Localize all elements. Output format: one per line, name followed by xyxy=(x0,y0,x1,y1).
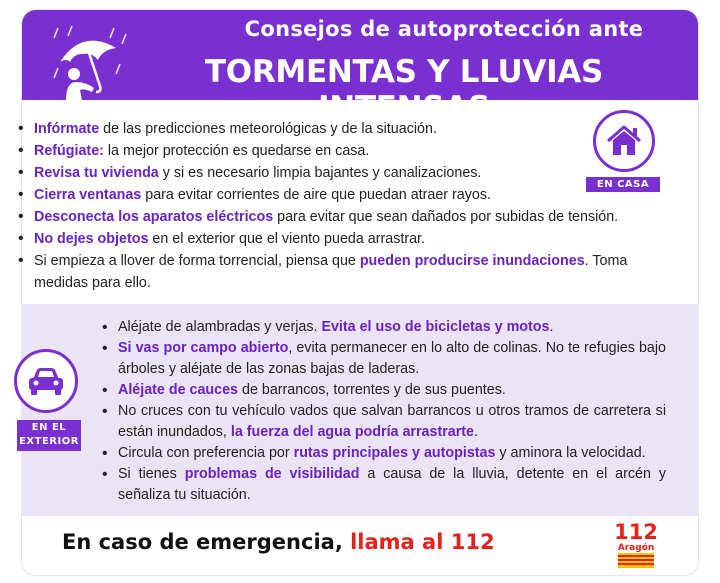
exterior-badge-line1: EN EL xyxy=(31,422,67,433)
logo-number: 112 xyxy=(614,520,658,544)
list-item: • No dejes objetos en el exterior que el viento pueda arrastrar. xyxy=(14,228,654,250)
list-item: • Si vas por campo abierto, evita permanecer en lo alto de colinas. No te refugies bajo árboles y aléjate de las zonas bajas de laderas. xyxy=(98,338,666,380)
list-item: • Si empieza a llover de forma torrencial, piensa que pueden producirse inundaciones. Toma medidas para ello. xyxy=(14,250,654,294)
casa-tips-list xyxy=(14,118,654,294)
list-item: • Aléjate de cauces de barrancos, torrentes y de sus puentes. xyxy=(98,380,666,401)
list-item: • Cierra ventanas para evitar corrientes de aire que puedan atraer rayos. xyxy=(14,184,654,206)
house-icon xyxy=(593,110,655,172)
car-icon xyxy=(14,349,78,413)
list-item: • Aléjate de alambradas y verjas. Evita el uso de bicicletas y motos. xyxy=(98,317,666,338)
exterior-badge-line2: EXTERIOR xyxy=(19,436,79,447)
en-casa-badge: EN CASA xyxy=(586,177,660,192)
list-item: • Desconecta los aparatos eléctricos para evitar que sean dañados por subidas de tensión. xyxy=(14,206,654,228)
exterior-badge xyxy=(17,420,81,451)
list-item: • Infórmate de las predicciones meteorológicas y de la situación. xyxy=(14,118,654,140)
logo-region: Aragón xyxy=(617,543,655,553)
list-item: • Revisa tu vivienda y si es necesario limpia bajantes y canalizaciones. xyxy=(14,162,654,184)
header-title: TORMENTAS Y LLUVIAS xyxy=(204,54,604,90)
header-subtitle: Consejos de autoprotección ante xyxy=(244,17,644,41)
emergency-text: En caso de emergencia, xyxy=(62,530,351,554)
exterior-tips-list xyxy=(98,317,666,506)
list-item: • Si tienes problemas de visibilidad a causa de la lluvia, detente en el arcén y señaliza tu situación. xyxy=(98,464,666,506)
logo-112-aragon xyxy=(614,518,658,570)
emergency-message xyxy=(62,530,582,554)
list-item: • Refúgiate: la mejor protección es quedarse en casa. xyxy=(14,140,654,162)
list-item: • Circula con preferencia por rutas principales y autopistas y aminora la velocidad. xyxy=(98,443,666,464)
emergency-call: llama al 112 xyxy=(350,530,495,554)
list-item: • No cruces con tu vehículo vados que salvan barrancos u otros tramos de carretera si están inundados, la fuerza del agua podría arrastrarte. xyxy=(98,401,666,443)
header-banner xyxy=(22,10,698,100)
